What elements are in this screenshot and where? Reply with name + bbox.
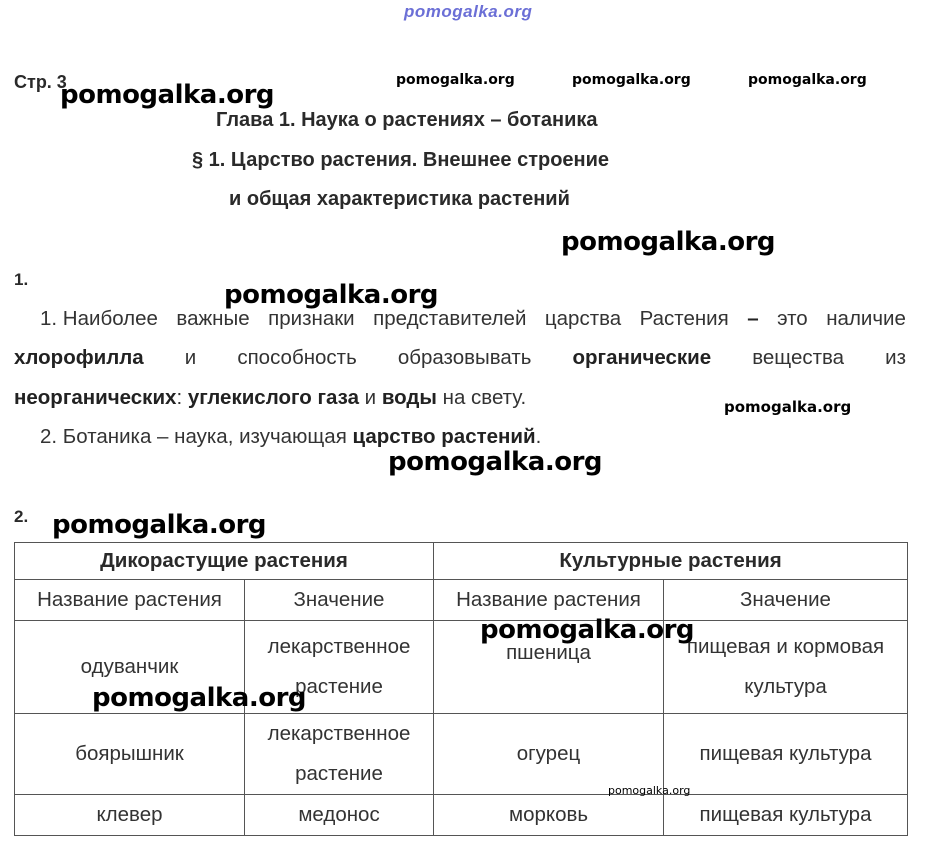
watermark-top: pomogalka.org: [404, 2, 533, 21]
watermark-large: pomogalka.org: [224, 280, 439, 310]
task1-number: 1.: [14, 270, 29, 289]
wild-plant-name: боярышник: [15, 714, 245, 795]
group-header-cultivated: Культурные растения: [434, 543, 908, 580]
column-header: Название растения: [15, 580, 245, 621]
watermark-large: pomogalka.org: [92, 683, 307, 713]
cultivated-plant-name: морковь: [434, 795, 664, 836]
cultivated-plant-name: огурец: [434, 714, 664, 795]
watermark-small: pomogalka.org: [748, 72, 867, 88]
task1-paragraph-line2: хлорофилла и способность образовывать органические вещества из: [14, 346, 906, 369]
cultivated-plant-value: пищевая культура: [664, 795, 908, 836]
task1-paragraph-line1: 1. Наиболее важные признаки представителей царства Растения – это наличие: [40, 307, 906, 330]
watermark-large: pomogalka.org: [388, 447, 603, 477]
table-group-header-row: [15, 543, 908, 580]
watermark-large: pomogalka.org: [561, 227, 776, 257]
task1-paragraph-line3: неорганических: углекислого газа и воды на свету.: [14, 386, 527, 409]
wild-plant-name: одуванчик: [15, 621, 245, 714]
group-header-wild: Дикорастущие растения: [15, 543, 434, 580]
table-row: [15, 714, 908, 795]
watermark-large: pomogalka.org: [60, 80, 275, 110]
watermark-small: pomogalka.org: [572, 72, 691, 88]
wild-plant-value: лекарственное растение: [245, 621, 434, 714]
page-label: Стр. 3: [14, 72, 67, 92]
table-column-header-row: [15, 580, 908, 621]
section-title-line2: и общая характеристика растений: [229, 188, 570, 210]
cultivated-plant-value: пищевая и кормовая культура: [664, 621, 908, 714]
watermark-small: pomogalka.org: [396, 72, 515, 88]
watermark-large: pomogalka.org: [52, 510, 267, 540]
task1-item2: 2. Ботаника – наука, изучающая царство растений.: [40, 425, 542, 448]
column-header: Название растения: [434, 580, 664, 621]
task2-number: 2.: [14, 507, 29, 526]
section-title-line1: § 1. Царство растения. Внешнее строение: [192, 149, 610, 171]
watermark-large: pomogalka.org: [480, 615, 695, 645]
watermark-tiny: pomogalka.org: [608, 784, 691, 797]
watermark-small: pomogalka.org: [724, 398, 852, 416]
column-header: Значение: [245, 580, 434, 621]
wild-plant-name: клевер: [15, 795, 245, 836]
wild-plant-value: медонос: [245, 795, 434, 836]
cultivated-plant-value: пищевая культура: [664, 714, 908, 795]
cultivated-plant-name: пшеница: [434, 621, 664, 714]
column-header: Значение: [664, 580, 908, 621]
table-row: [15, 795, 908, 836]
chapter-title: Глава 1. Наука о растениях – ботаника: [216, 109, 598, 131]
wild-plant-value: лекарственное растение: [245, 714, 434, 795]
